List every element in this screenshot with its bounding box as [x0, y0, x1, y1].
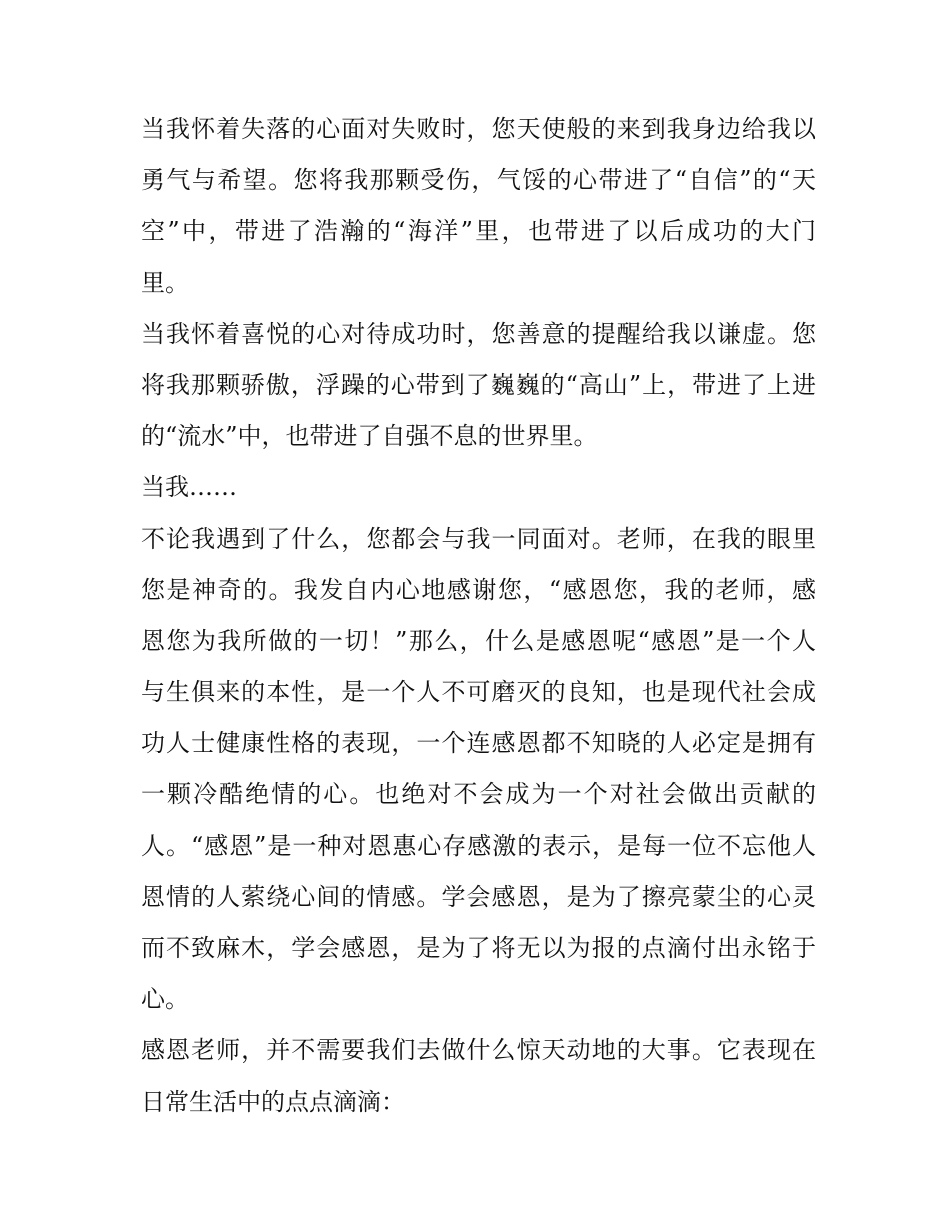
- text-line: 心。: [141, 985, 189, 1014]
- text-line: 恩您为我所做的一切！”那么，什么是感恩呢“感恩”是一个人: [141, 626, 816, 655]
- text-line: 一颗冷酷绝情的心。也绝对不会成为一个对社会做出贡献的: [141, 780, 816, 809]
- text-line: 日常生活中的点点滴滴：: [141, 1087, 405, 1116]
- text-line: 与生俱来的本性，是一个人不可磨灭的良知，也是现代社会成: [141, 678, 816, 707]
- text-line: 人。“感恩”是一种对恩惠心存感激的表示，是每一位不忘他人: [141, 831, 816, 860]
- paragraph-5: [141, 1025, 816, 1127]
- text-line: 感恩老师，并不需要我们去做什么惊天动地的大事。它表现在: [141, 1036, 816, 1065]
- text-line: 功人士健康性格的表现，一个连感恩都不知晓的人必定是拥有: [141, 729, 816, 758]
- text-line: 恩情的人萦绕心间的情感。学会感恩，是为了擦亮蒙尘的心灵: [141, 882, 816, 911]
- text-line: 空”中，带进了浩瀚的“海洋”里，也带进了以后成功的大门: [141, 217, 816, 246]
- text-line: 当我怀着喜悦的心对待成功时，您善意的提醒给我以谦虚。您: [141, 319, 816, 348]
- text-line: 将我那颗骄傲，浮躁的心带到了巍巍的“高山”上，带进了上进: [141, 370, 816, 399]
- text-line: 勇气与希望。您将我那颗受伤，气馁的心带进了“自信”的“天: [141, 166, 816, 195]
- text-line: 的“流水”中，也带进了自强不息的世界里。: [141, 422, 598, 451]
- paragraph-1: [141, 104, 816, 309]
- paragraph-2: [141, 309, 816, 463]
- document-body: [141, 104, 816, 1128]
- paragraph-4: [141, 514, 816, 1026]
- text-line: 您是神奇的。我发自内心地感谢您，“感恩您，我的老师，感: [141, 575, 816, 604]
- text-line: 当我……: [141, 473, 237, 502]
- text-line: 而不致麻木，学会感恩，是为了将无以为报的点滴付出永铭于: [141, 934, 816, 962]
- text-line: 当我怀着失落的心面对失败时，您天使般的来到我身边给我以: [141, 115, 816, 143]
- text-line: 不论我遇到了什么，您都会与我一同面对。老师，在我的眼里: [141, 524, 816, 553]
- paragraph-3: [141, 462, 816, 513]
- text-line: 里。: [141, 268, 189, 297]
